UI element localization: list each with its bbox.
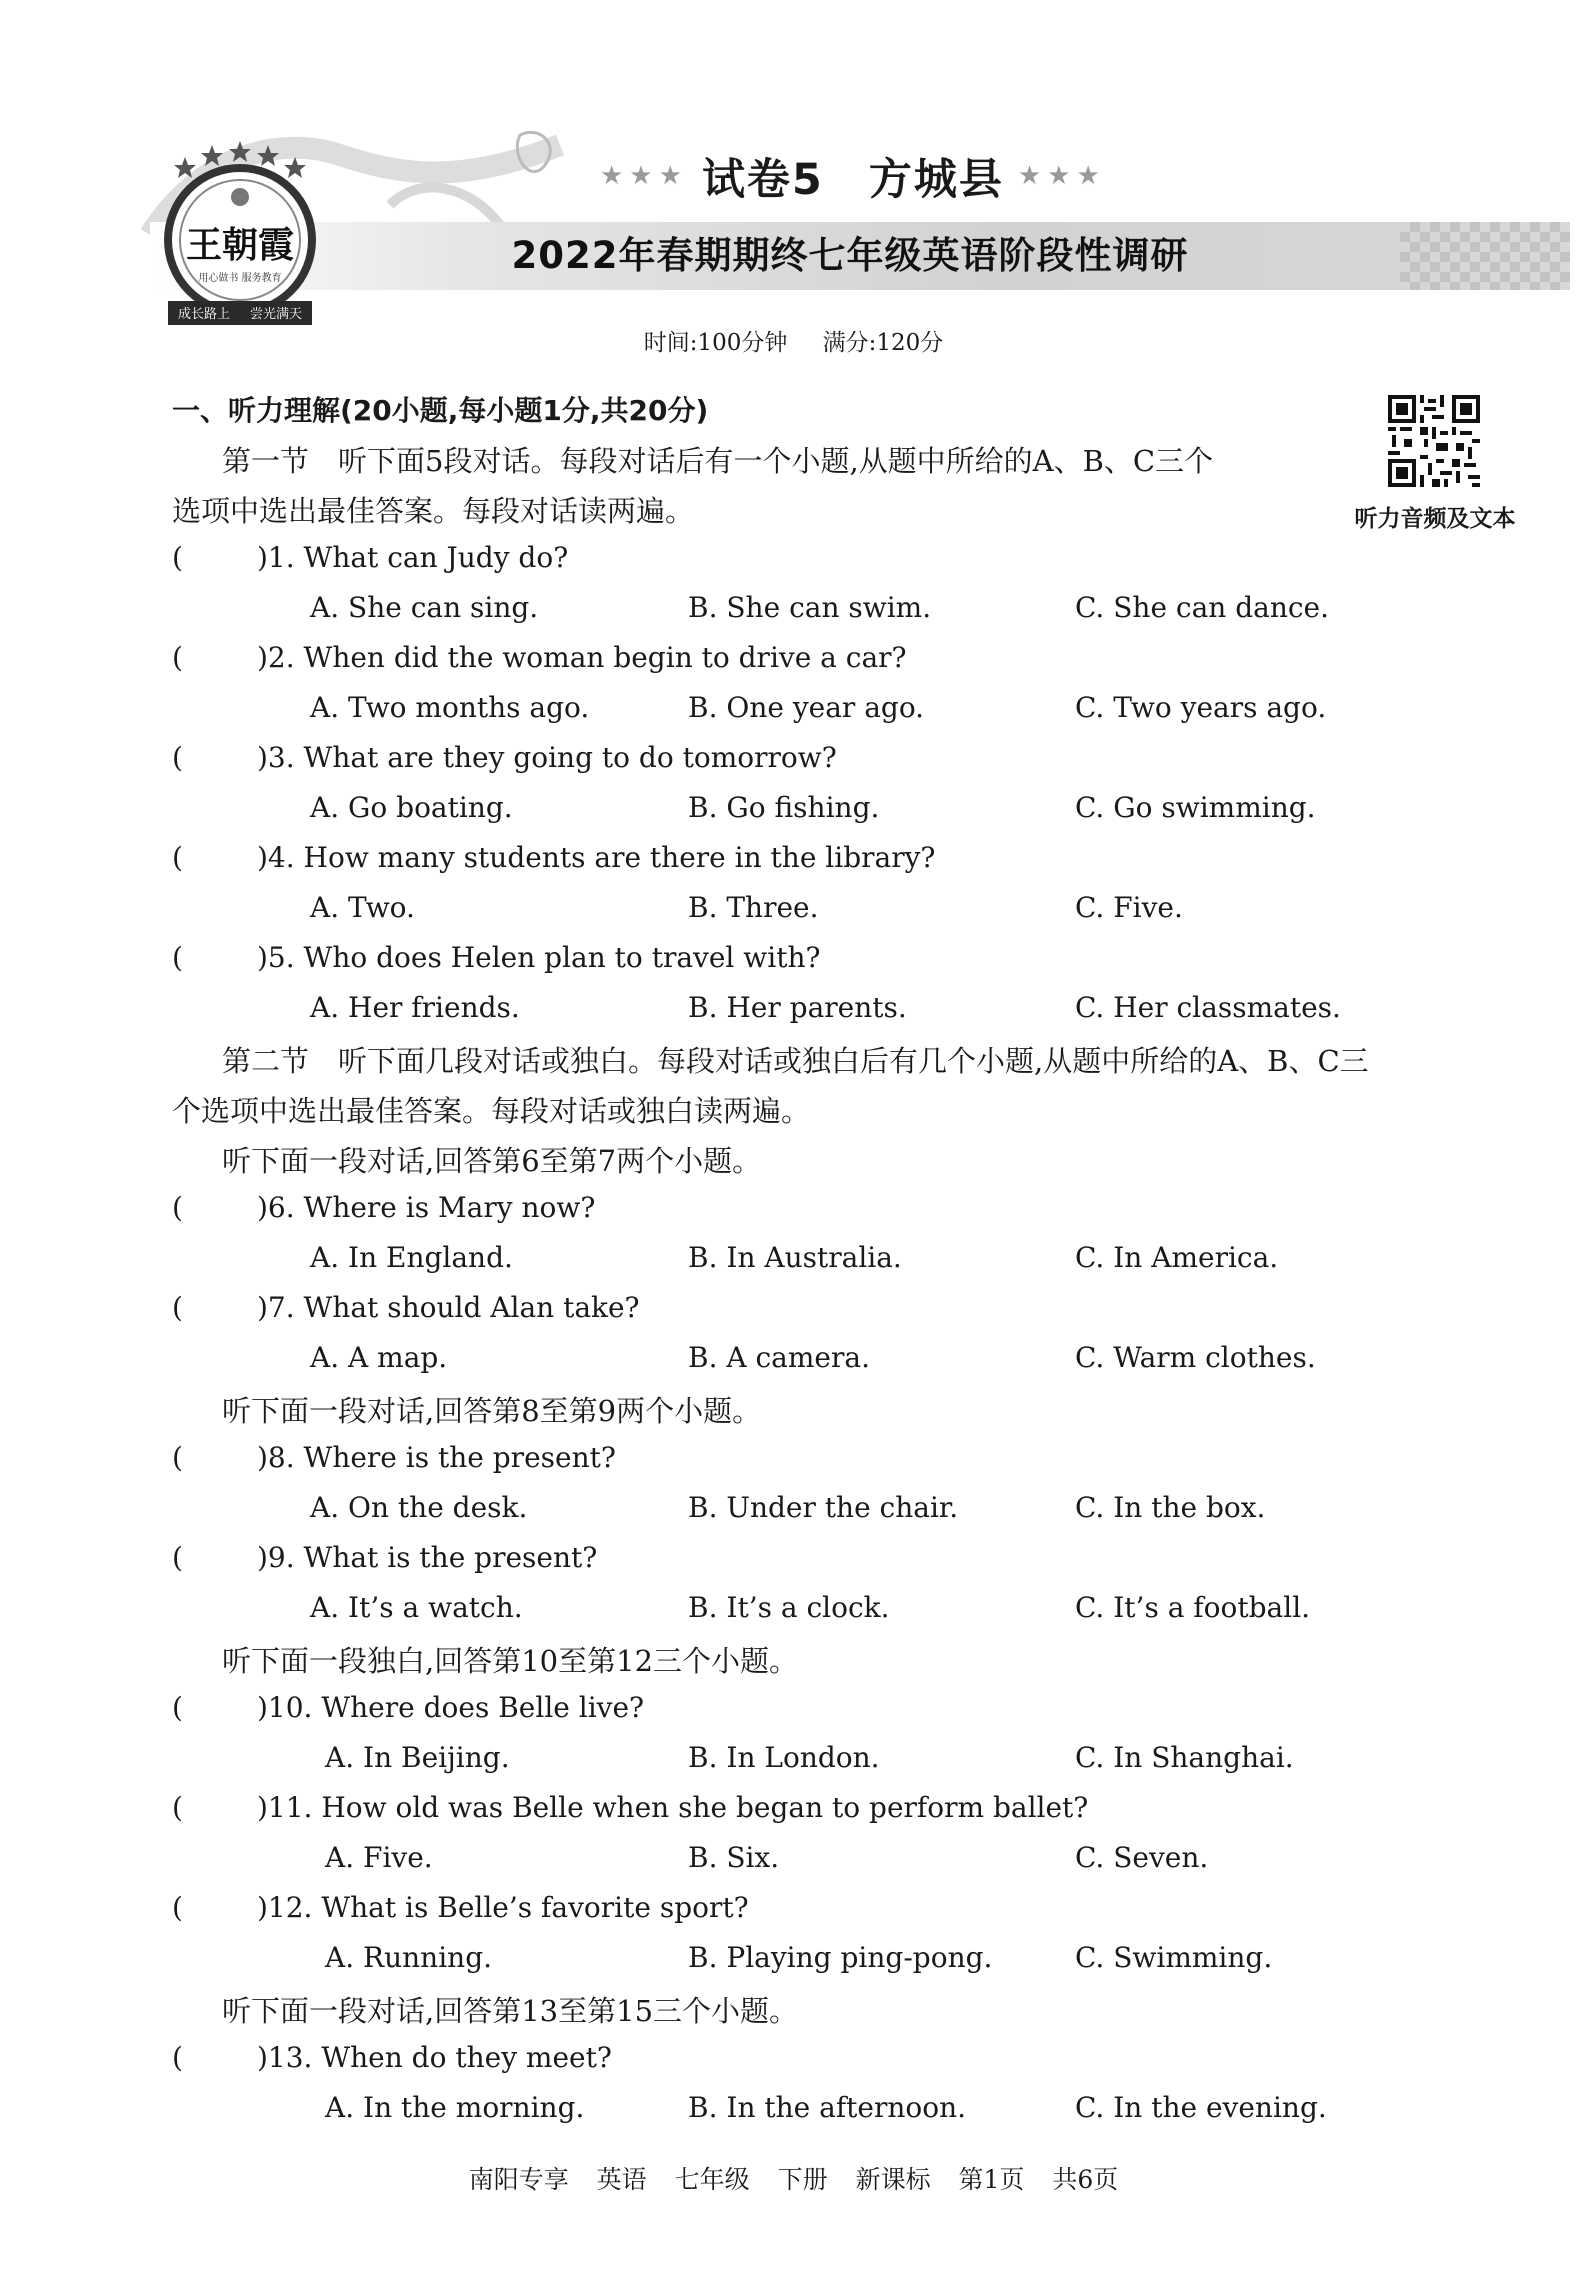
intro-6-7: 听下面一段对话,回答第6至第7两个小题。 bbox=[222, 1144, 762, 1178]
option-a: A. She can sing. bbox=[310, 591, 539, 624]
option-a: A. In the morning. bbox=[325, 2091, 585, 2124]
question-text: )8. Where is the present? bbox=[257, 1441, 616, 1474]
question-text: )10. Where does Belle live? bbox=[257, 1691, 645, 1724]
option-b: B. In London. bbox=[688, 1741, 880, 1774]
option-a: A. Her friends. bbox=[310, 991, 520, 1024]
stars-left-icon: ★★★ bbox=[600, 161, 688, 191]
question-text: )12. What is Belle’s favorite sport? bbox=[257, 1891, 749, 1924]
option-c: C. Her classmates. bbox=[1075, 991, 1341, 1024]
option-b: B. Six. bbox=[688, 1841, 780, 1874]
question-11 bbox=[172, 1791, 1088, 1824]
question-2 bbox=[172, 641, 907, 674]
question-9 bbox=[172, 1541, 597, 1574]
option-b: B. Playing ping-pong. bbox=[688, 1941, 993, 1974]
option-a: A. Five. bbox=[325, 1841, 433, 1874]
question-12 bbox=[172, 1891, 749, 1924]
option-a: A. A map. bbox=[310, 1341, 448, 1374]
question-text: )4. How many students are there in the library? bbox=[257, 841, 936, 874]
intro-10-12: 听下面一段独白,回答第10至第12三个小题。 bbox=[222, 1644, 799, 1678]
page-footer bbox=[0, 2160, 1587, 2196]
option-b: B. She can swim. bbox=[688, 591, 932, 624]
part1-instruction-line1: 第一节 听下面5段对话。每段对话后有一个小题,从题中所给的A、B、C三个 bbox=[222, 444, 1214, 478]
option-c: C. Go swimming. bbox=[1075, 791, 1316, 824]
option-a: A. In England. bbox=[310, 1241, 513, 1274]
question-text: )1. What can Judy do? bbox=[257, 541, 569, 574]
option-b: B. In the afternoon. bbox=[688, 2091, 967, 2124]
answer-blank[interactable]: ( bbox=[172, 1541, 183, 1574]
option-c: C. Seven. bbox=[1075, 1841, 1209, 1874]
qr-code-icon[interactable] bbox=[1388, 395, 1480, 487]
answer-blank[interactable]: ( bbox=[172, 1791, 183, 1824]
option-a: A. Two. bbox=[310, 891, 415, 924]
answer-blank[interactable]: ( bbox=[172, 1691, 183, 1724]
question-text: )13. When do they meet? bbox=[257, 2041, 612, 2074]
footer-total: 共6页 bbox=[1052, 2165, 1119, 2194]
footer-series: 南阳专享 bbox=[468, 2165, 569, 2194]
option-b: B. One year ago. bbox=[688, 691, 925, 724]
logo-motto-left: 成长路上 bbox=[177, 307, 231, 322]
part2-instruction-line1: 第二节 听下面几段对话或独白。每段对话或独白后有几个小题,从题中所给的A、B、C三 bbox=[222, 1044, 1369, 1078]
answer-blank[interactable]: ( bbox=[172, 1891, 183, 1924]
option-b: B. Her parents. bbox=[688, 991, 907, 1024]
question-7 bbox=[172, 1291, 640, 1324]
intro-8-9: 听下面一段对话,回答第8至第9两个小题。 bbox=[222, 1394, 762, 1428]
question-10 bbox=[172, 1691, 644, 1724]
option-b: B. In Australia. bbox=[688, 1241, 902, 1274]
option-a: A. It’s a watch. bbox=[310, 1591, 523, 1624]
option-c: C. Swimming. bbox=[1075, 1941, 1273, 1974]
option-a: A. Running. bbox=[325, 1941, 493, 1974]
answer-blank[interactable]: ( bbox=[172, 1291, 183, 1324]
option-c: C. In the box. bbox=[1075, 1491, 1266, 1524]
exam-subtitle: 2022年春期期终七年级英语阶段性调研 bbox=[511, 234, 1189, 277]
question-5 bbox=[172, 941, 821, 974]
question-13 bbox=[172, 2041, 612, 2074]
exam-title-row bbox=[600, 146, 1106, 206]
part2-instruction-line2: 个选项中选出最佳答案。每段对话或独白读两遍。 bbox=[172, 1094, 811, 1128]
question-8 bbox=[172, 1441, 616, 1474]
exam-meta bbox=[0, 324, 1587, 357]
question-text: )5. Who does Helen plan to travel with? bbox=[257, 941, 821, 974]
logo-text: 王朝霞 bbox=[185, 224, 295, 266]
section-title: 一、听力理解(20小题,每小题1分,共20分) bbox=[172, 394, 709, 427]
footer-volume: 下册 bbox=[777, 2165, 828, 2194]
answer-blank[interactable]: ( bbox=[172, 541, 183, 574]
option-b: B. Three. bbox=[688, 891, 819, 924]
option-c: C. In Shanghai. bbox=[1075, 1741, 1294, 1774]
answer-blank[interactable]: ( bbox=[172, 941, 183, 974]
intro-13-15: 听下面一段对话,回答第13至第15三个小题。 bbox=[222, 1994, 799, 2028]
question-text: )7. What should Alan take? bbox=[257, 1291, 640, 1324]
option-c: C. Two years ago. bbox=[1075, 691, 1327, 724]
part1-instruction-line2: 选项中选出最佳答案。每段对话读两遍。 bbox=[172, 494, 695, 528]
answer-blank[interactable]: ( bbox=[172, 841, 183, 874]
option-b: B. Go fishing. bbox=[688, 791, 880, 824]
option-c: C. In the evening. bbox=[1075, 2091, 1327, 2124]
question-text: )2. When did the woman begin to drive a car? bbox=[257, 641, 907, 674]
footer-standard: 新课标 bbox=[855, 2165, 931, 2194]
option-a: A. Two months ago. bbox=[310, 691, 590, 724]
option-c: C. Warm clothes. bbox=[1075, 1341, 1316, 1374]
question-text: )3. What are they going to do tomorrow? bbox=[257, 741, 837, 774]
question-text: )6. Where is Mary now? bbox=[257, 1191, 596, 1224]
exam-score: 满分:120分 bbox=[822, 330, 944, 356]
question-text: )11. How old was Belle when she began to perform ballet? bbox=[257, 1791, 1089, 1824]
option-b: B. A camera. bbox=[688, 1341, 870, 1374]
exam-title: 试卷5 方城县 bbox=[701, 154, 1004, 205]
answer-blank[interactable]: ( bbox=[172, 641, 183, 674]
logo-motto-right: 尝光满天 bbox=[249, 307, 303, 322]
footer-page: 第1页 bbox=[958, 2165, 1025, 2194]
question-3 bbox=[172, 741, 837, 774]
option-c: C. Five. bbox=[1075, 891, 1183, 924]
question-text: )9. What is the present? bbox=[257, 1541, 598, 1574]
option-b: B. Under the chair. bbox=[688, 1491, 959, 1524]
stars-right-icon: ★★★ bbox=[1017, 161, 1106, 191]
question-4 bbox=[172, 841, 935, 874]
option-a: A. In Beijing. bbox=[325, 1741, 510, 1774]
answer-blank[interactable]: ( bbox=[172, 1441, 183, 1474]
option-c: C. She can dance. bbox=[1075, 591, 1330, 624]
logo-small-text: 用心做书 服务教育 bbox=[198, 273, 282, 284]
footer-grade: 七年级 bbox=[674, 2165, 750, 2194]
option-a: A. Go boating. bbox=[310, 791, 513, 824]
question-1 bbox=[172, 541, 568, 574]
answer-blank[interactable]: ( bbox=[172, 741, 183, 774]
footer-subject: 英语 bbox=[596, 2165, 647, 2194]
option-c: C. In America. bbox=[1075, 1241, 1279, 1274]
question-6 bbox=[172, 1191, 595, 1224]
option-c: C. It’s a football. bbox=[1075, 1591, 1311, 1624]
answer-blank[interactable]: ( bbox=[172, 1191, 183, 1224]
option-a: A. On the desk. bbox=[310, 1491, 528, 1524]
option-b: B. It’s a clock. bbox=[688, 1591, 890, 1624]
exam-time: 时间:100分钟 bbox=[643, 330, 788, 356]
qr-caption: 听力音频及文本 bbox=[1354, 506, 1516, 532]
answer-blank[interactable]: ( bbox=[172, 2041, 183, 2074]
